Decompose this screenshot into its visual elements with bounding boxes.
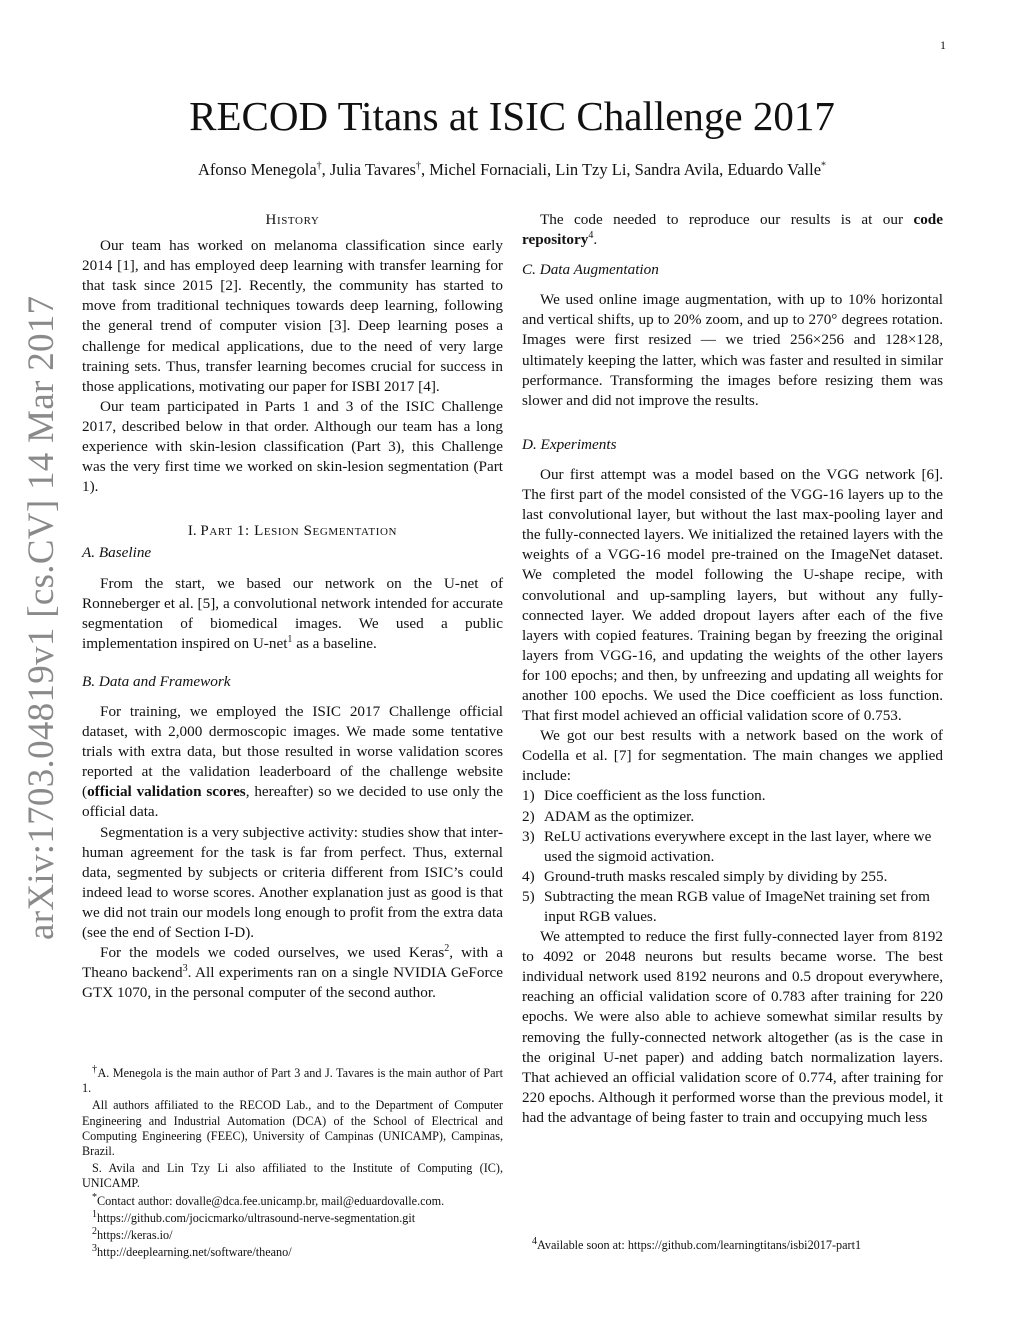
footnote [82, 1191, 503, 1209]
paragraph-text: as a baseline. [292, 634, 377, 652]
augmentation-paragraph: We used online image augmentation, with up to 10% horizontal and vertical shifts, up to 20% zoom, and up to 270° degrees rotation. Images were first resized — we tried 256×256 and 128×128, ultimately keeping the latter, which was faster and resulted in similar performance. Transforming the images before resizing them was slower and did not improve the results. [522, 291, 943, 409]
bold-term: code repository [522, 211, 943, 249]
experiments-paragraph: Our first attempt was a model based on the VGG network [6]. The first part of the model consisted of the VGG-16 layers up to the last convolutional layer, but without the last max-pooling layer and the fully-connected layers. We initialized the retained layers with the weights of a VGG-16 model pre-trained on the ImageNet dataset. We completed the model following the U-shape recipe, with convolutional and up-sampling layers, but without any fully-connected layer. We added dropout layers after each of the five layers with copied features. Training began by freezing the original layers from VGG-16, and updating the weights of the other layers for 100 epochs; and then, by unfreezing and updating all weights for another 100 epochs. We used the Dice coefficient as loss function. That first model achieved an official validation score of 0.753. [522, 465, 943, 725]
footnote-mark: 3 [92, 1243, 97, 1255]
right-column [522, 210, 943, 1128]
experiments-paragraph: We got our best results with a network based on the work of Codella et al. [7] for segmentation. The main changes we applied include: [522, 727, 943, 785]
footnote-mark: 1 [92, 1208, 97, 1220]
footnote-right [522, 1235, 943, 1253]
footnote-url: http://deeplearning.net/software/theano/ [97, 1245, 292, 1260]
section-heading [82, 521, 503, 541]
footnote-mark: 2 [92, 1225, 97, 1237]
paper-title: RECOD Titans at ISIC Challenge 2017 [189, 93, 835, 139]
paragraph-text: For training, we employed the ISIC 2017 Challenge official dataset, with 2,000 dermoscopic images. We made some tentative trials with extra data, but those resulted in worse validation scores reported at the validation leaderboard of the challenge website ( [82, 702, 503, 801]
paragraph-text: . [593, 231, 598, 249]
footnote-url: https://keras.io/ [97, 1228, 173, 1243]
footnotes [82, 1063, 504, 1262]
list-number: 2) [522, 807, 535, 825]
subsection-heading: B. Data and Framework [82, 672, 231, 690]
footnote-mark: * [92, 1191, 97, 1203]
paragraph-text: From the start, we based our network on the U-net of Ronneberger et al. [5], a convolutional network intended for accurate segmentation of biomedical images. We used a public implementation inspired on U-net [82, 574, 503, 652]
author-mark: * [821, 160, 827, 172]
code-paragraph [522, 210, 943, 250]
section-title: Part 1: Lesion Segmentation [200, 523, 398, 540]
footnote-ref: 3 [182, 963, 188, 975]
footnote-ref: 1 [287, 633, 293, 645]
author-names: , Michel Fornaciali, Lin Tzy Li, Sandra Avila, Eduardo Valle [420, 160, 822, 179]
left-column [82, 210, 503, 1003]
footnote-url: https://github.com/jocicmarko/ultrasound-nerve-segmentation.git [97, 1210, 416, 1225]
author-list [0, 160, 1024, 180]
list-item [522, 867, 943, 887]
list-text: Subtracting the mean RGB value of ImageNet training set from input RGB values. [544, 887, 930, 925]
page-number: 1 [940, 38, 946, 52]
list-number: 5) [522, 887, 535, 905]
footnote-text: Contact author: dovalle@dca.fee.unicamp.br, mail@eduardovalle.com. [97, 1193, 445, 1208]
subsection-heading: D. Experiments [522, 435, 617, 453]
section-number: I. [187, 523, 197, 540]
author-mark: † [316, 160, 322, 172]
footnote-ref: 4 [588, 230, 594, 242]
footnote [522, 1235, 943, 1253]
footnote-text: A. Menegola is the main author of Part 3 and J. Tavares is the main author of Part 1. [82, 1066, 504, 1096]
list-item [522, 786, 943, 806]
list-text: Ground-truth masks rescaled simply by dividing by 255. [544, 867, 888, 885]
footnote [82, 1208, 503, 1226]
footnote-mark: 4 [532, 1235, 537, 1247]
history-paragraph: Our team participated in Parts 1 and 3 of the ISIC Challenge 2017, described below in that order. Although our team has a long experience with skin-lesion classification (Part 3), this Challenge was the very first time we worked on skin-lesion segmentation (Part 1). [82, 397, 503, 496]
history-heading: History [265, 212, 320, 228]
list-item [522, 887, 943, 927]
subsection-heading: C. Data Augmentation [522, 261, 659, 279]
paragraph-text: The code needed to reproduce our results is at our [540, 211, 914, 228]
list-text: ReLU activations everywhere except in the last layer, where we used the sigmoid activation. [544, 827, 932, 865]
list-number: 4) [522, 867, 535, 885]
paragraph-text: . All experiments ran on a single NVIDIA GeForce GTX 1070, in the personal computer of the second author. [82, 964, 503, 1002]
experiments-paragraph: We attempted to reduce the first fully-connected layer from 8192 to 4092 or 2048 neurons but results became worse. The best individual network used 8192 neurons and 0.5 dropout everywhere, reaching an official validation score of 0.783 after training for 220 epochs. We were also able to achieve somewhat similar results by removing the fully-connected network altogether (as is the case in the original U-net paper) and adding batch normalization layers. That achieved an official validation score of 0.774, after training for 220 epochs. Although it performed worse than the previous model, it had the advantage of being faster to train and occupying much less [522, 928, 943, 1126]
list-item [522, 827, 943, 867]
list-text: Dice coefficient as the loss function. [544, 787, 766, 805]
paragraph-text: , with a Theano backend [82, 944, 504, 982]
changes-list [522, 786, 943, 927]
arxiv-identifier-stamp: arXiv:1703.04819v1 [cs.CV] 14 Mar 2017 [21, 295, 62, 940]
footnote [82, 1063, 504, 1096]
data-paragraph [82, 702, 503, 823]
author-mark: † [415, 160, 421, 172]
list-number: 1) [522, 787, 535, 805]
list-number: 3) [522, 827, 535, 845]
footnote: S. Avila and Lin Tzy Li also affiliated to the Institute of Computing (IC), UNICAMP. [82, 1161, 503, 1191]
list-text: ADAM as the optimizer. [544, 807, 695, 825]
footnote: All authors affiliated to the RECOD Lab., and to the Department of Computer Engineering and Industrial Automation (DCA) of the School of Electrical and Computing Engineering (FEEC), University of Campinas (UNICAMP), Campinas, Brazil. [82, 1098, 503, 1159]
footnote-mark: † [92, 1063, 98, 1075]
subsection-heading: A. Baseline [82, 544, 152, 562]
footnote [82, 1245, 503, 1260]
framework-paragraph [82, 943, 503, 1003]
paragraph-text: For the models we coded ourselves, we used Keras [100, 944, 445, 962]
bold-term: official validation scores [87, 783, 246, 801]
footnote [82, 1225, 503, 1243]
baseline-paragraph [82, 574, 503, 654]
footnote-ref: 2 [444, 943, 450, 955]
paragraph-text: , hereafter) so we decided to use only the official data. [82, 783, 503, 821]
author-name: , Julia Tavares [321, 160, 416, 179]
author-name: Afonso Menegola [197, 160, 317, 179]
history-paragraph: Our team has worked on melanoma classification since early 2014 [1], and has employed deep learning with transfer learning for that task since 2015 [2]. Recently, the community has started to move from traditional techniques towards deep learning, following the general trend of computer vision [3]. Deep learning poses a challenge for medical applications, due to the need of very large training sets. Thus, transfer learning becomes crucial for success in those applications, motivating our paper for ISBI 2017 [4]. [82, 237, 503, 395]
data-paragraph: Segmentation is a very subjective activity: studies show that inter-human agreement for the task is far from perfect. Thus, external data, segmented by subjects or criteria different from ISIC’s could indeed lead to worse scores. Another explanation just as good is that we did not train our models long enough to profit from the extra data (see the end of Section I-D). [82, 823, 503, 941]
footnote-url: Available soon at: https://github.com/learningtitans/isbi2017-part1 [537, 1238, 862, 1252]
list-item [522, 807, 943, 827]
